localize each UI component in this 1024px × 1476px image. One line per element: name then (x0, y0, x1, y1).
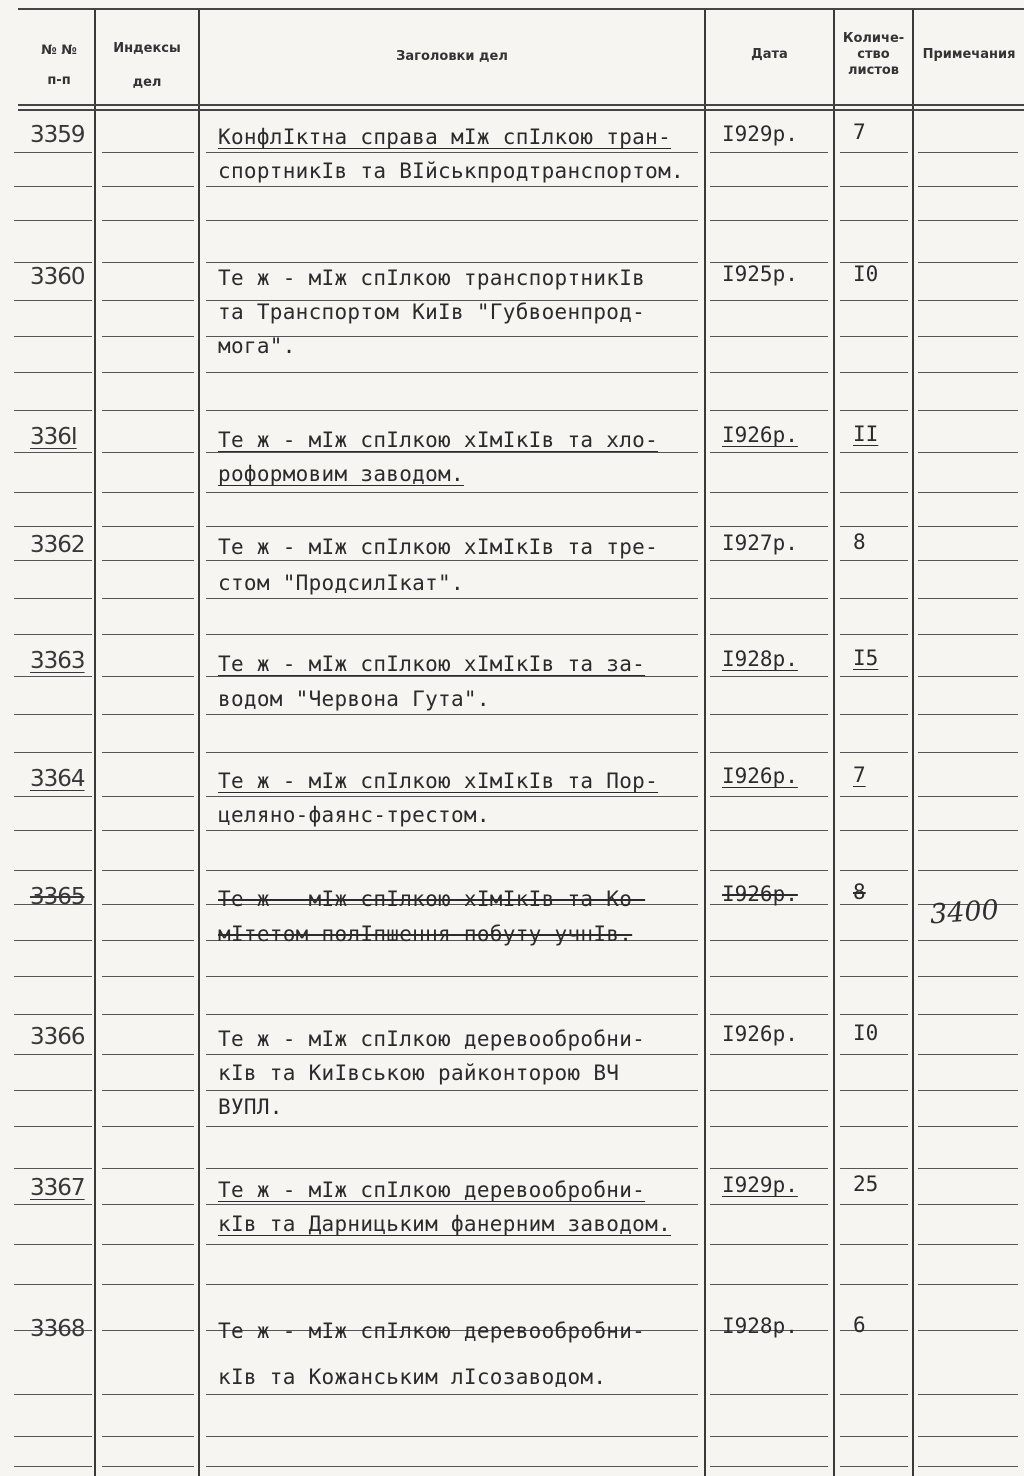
ruled-line (710, 336, 828, 337)
ruled-line (918, 1168, 1018, 1169)
ruled-line (102, 1014, 194, 1015)
ruled-line (102, 714, 194, 715)
record-sheet-count: 25 (853, 1172, 879, 1196)
ruled-line (102, 870, 194, 871)
record-title-line: кIв та КиIвською райконторою ВЧ (218, 1061, 620, 1085)
record-number: 3365 (30, 884, 85, 910)
ruled-line (840, 152, 908, 153)
header-date: Дата (751, 47, 788, 62)
ruled-line (102, 940, 194, 941)
ruled-line (14, 262, 92, 263)
record-sheet-count: I0 (853, 262, 879, 286)
ruled-line (840, 976, 908, 977)
ruled-line (206, 752, 698, 753)
ruled-line (102, 598, 194, 599)
ruled-line (840, 410, 908, 411)
ruled-line (840, 220, 908, 221)
ruled-line (840, 560, 908, 561)
record-title-line: Те ж - мIж спIлкою деревообробни- (218, 1027, 646, 1051)
ruled-line (206, 1466, 698, 1467)
ruled-line (102, 976, 194, 977)
ruled-line (14, 452, 92, 453)
ruled-line (710, 1168, 828, 1169)
ruled-line (918, 492, 1018, 493)
ruled-line (918, 410, 1018, 411)
ruled-line (918, 262, 1018, 263)
record-date: I927р. (722, 531, 798, 555)
ruled-line (840, 1204, 908, 1205)
ruled-line (14, 1436, 92, 1437)
record-number: 3362 (30, 532, 85, 558)
ruled-line (918, 560, 1018, 561)
ruled-line (206, 1014, 698, 1015)
ruled-line (102, 830, 194, 831)
ruled-line (710, 634, 828, 635)
ruled-line (710, 598, 828, 599)
ruled-line (14, 976, 92, 977)
ruled-line (918, 714, 1018, 715)
record-title-line: водом "Червона Гута". (218, 687, 490, 711)
ruled-line (840, 940, 908, 941)
column-rule-date (833, 8, 835, 1476)
ruled-line (918, 152, 1018, 153)
ruled-line (840, 1466, 908, 1467)
ruled-line (14, 1244, 92, 1245)
ruled-line (102, 796, 194, 797)
ruled-line (14, 940, 92, 941)
ruled-line (918, 1054, 1018, 1055)
ruled-line (14, 152, 92, 153)
ruled-line (14, 714, 92, 715)
column-rule-title (704, 8, 706, 1476)
ruled-line (918, 1394, 1018, 1395)
ruled-line (206, 1284, 698, 1285)
ruled-line (14, 410, 92, 411)
record-title-line: Те ж - мIж спIлкою хIмIкIв та Ко- (218, 887, 646, 911)
ruled-line (710, 220, 828, 221)
ruled-line (14, 676, 92, 677)
ruled-line (918, 300, 1018, 301)
ruled-line (710, 300, 828, 301)
ruled-line (102, 526, 194, 527)
ruled-line (206, 372, 698, 373)
ruled-line (102, 1054, 194, 1055)
ruled-line (14, 560, 92, 561)
record-title-line: кIв та Дарницьким фанерним заводом. (218, 1212, 672, 1236)
ruled-line (840, 526, 908, 527)
ruled-line (206, 410, 698, 411)
record-title-line: мога". (218, 334, 296, 358)
ruled-line (918, 830, 1018, 831)
ruled-line (840, 870, 908, 871)
ruled-line (206, 220, 698, 221)
ruled-line (102, 752, 194, 753)
ruled-line (14, 1090, 92, 1091)
ruled-line (102, 1126, 194, 1127)
header-title: Заголовки дел (396, 49, 508, 64)
ruled-line (918, 870, 1018, 871)
ruled-line (206, 1244, 698, 1245)
ruled-line (102, 186, 194, 187)
record-number: 3363 (30, 648, 85, 674)
ruled-line (14, 1126, 92, 1127)
record-date: I929р. (722, 1173, 798, 1197)
record-number: 336I (30, 424, 77, 450)
record-sheet-count: II (853, 422, 879, 446)
ruled-line (840, 634, 908, 635)
ruled-line (918, 1090, 1018, 1091)
ruled-line (840, 796, 908, 797)
ruled-line (918, 372, 1018, 373)
record-title-line: стом "ПродсилIкат". (218, 571, 464, 595)
ruled-line (840, 372, 908, 373)
ruled-line (840, 1244, 908, 1245)
ruled-line (840, 714, 908, 715)
record-date: I928р. (722, 1314, 798, 1338)
ruled-line (710, 410, 828, 411)
header-number: № № п-п (41, 43, 77, 88)
ruled-line (918, 796, 1018, 797)
ruled-line (206, 1126, 698, 1127)
record-title-line: мIтетом полIпшення побуту учнIв. (218, 922, 633, 946)
ruled-line (710, 1244, 828, 1245)
header-notes: Примечания (922, 47, 1016, 62)
ruled-line (710, 714, 828, 715)
ruled-line (206, 976, 698, 977)
ruled-line (710, 1436, 828, 1437)
ruled-line (710, 1204, 828, 1205)
record-title-line: Те ж - мIж спIлкою хIмIкIв та тре- (218, 535, 659, 559)
ruled-line (710, 372, 828, 373)
record-date: I925р. (722, 262, 798, 286)
record-date: I926р. (722, 1022, 798, 1046)
ruled-line (14, 1204, 92, 1205)
ruled-line (840, 676, 908, 677)
ruled-line (102, 1090, 194, 1091)
ruled-line (710, 940, 828, 941)
ruled-line (102, 300, 194, 301)
ruled-line (710, 186, 828, 187)
ruled-line (206, 870, 698, 871)
record-date: I926р. (722, 423, 798, 447)
record-date: I928р. (722, 647, 798, 671)
ruled-line (710, 796, 828, 797)
record-title-line: Те ж - мIж спIлкою деревообробни- (218, 1178, 646, 1202)
ruled-line (102, 634, 194, 635)
record-title-line: Те ж - мIж спIлкою хIмIкIв та Пор- (218, 769, 659, 793)
ruled-line (710, 1090, 828, 1091)
ruled-line (710, 1014, 828, 1015)
ruled-line (14, 598, 92, 599)
ruled-line (710, 1054, 828, 1055)
record-number: 3366 (30, 1024, 85, 1050)
column-rule-number (94, 8, 96, 1476)
record-title-line: целяно-фаянс-трестом. (218, 803, 490, 827)
record-date: I926р. (722, 764, 798, 788)
ruled-line (918, 1436, 1018, 1437)
record-sheet-count: I0 (853, 1021, 879, 1045)
ruled-line (14, 492, 92, 493)
ruled-line (840, 1330, 908, 1331)
header-bottom-rule-double (18, 109, 1024, 111)
ruled-line (840, 904, 908, 905)
column-rule-index (198, 8, 200, 1476)
ruled-line (840, 452, 908, 453)
ruled-line (840, 300, 908, 301)
ruled-line (102, 410, 194, 411)
record-sheet-count: 8 (853, 880, 866, 904)
ruled-line (102, 452, 194, 453)
record-title-line: спортникIв та ВIйськпродтранспортом. (218, 159, 684, 183)
ruled-line (710, 452, 828, 453)
record-sheet-count: 6 (853, 1313, 866, 1337)
ruled-line (918, 1204, 1018, 1205)
record-title-line: Те ж - мIж спIлкою деревообробни- (218, 1319, 646, 1343)
ruled-line (710, 526, 828, 527)
header-index: Индексы дел (113, 41, 181, 90)
ruled-line (840, 1436, 908, 1437)
ruled-line (840, 336, 908, 337)
ruled-line (840, 1090, 908, 1091)
record-number: 3364 (30, 766, 85, 792)
ruled-line (710, 676, 828, 677)
ruled-line (14, 752, 92, 753)
ruled-line (14, 1284, 92, 1285)
ruled-line (710, 1466, 828, 1467)
ruled-line (840, 1168, 908, 1169)
ruled-line (14, 1054, 92, 1055)
ruled-line (206, 1436, 698, 1437)
record-sheet-count: I5 (853, 646, 879, 670)
ruled-line (102, 1244, 194, 1245)
ruled-line (206, 526, 698, 527)
ruled-line (918, 1284, 1018, 1285)
ruled-line (918, 1244, 1018, 1245)
ruled-line (918, 1466, 1018, 1467)
ruled-line (840, 1394, 908, 1395)
record-sheet-count: 7 (853, 763, 866, 787)
ruled-line (918, 1330, 1018, 1331)
ruled-line (918, 598, 1018, 599)
handwritten-note: 3400 (929, 894, 1000, 931)
ruled-line (918, 186, 1018, 187)
record-number: 3367 (30, 1175, 85, 1201)
ruled-line (102, 1330, 194, 1331)
ruled-line (840, 186, 908, 187)
ruled-line (710, 1284, 828, 1285)
column-rule-sheets (912, 8, 914, 1476)
ruled-line (102, 1466, 194, 1467)
ruled-line (14, 372, 92, 373)
ruled-line (14, 1168, 92, 1169)
ruled-line (710, 492, 828, 493)
record-title-line: та Транспортом КиIв "Губвоенпрод- (218, 300, 646, 324)
ruled-line (710, 152, 828, 153)
ruled-line (14, 634, 92, 635)
ruled-line (206, 1394, 698, 1395)
ruled-line (102, 904, 194, 905)
ruled-line (840, 1126, 908, 1127)
ruled-line (918, 676, 1018, 677)
record-number: 3359 (30, 122, 85, 148)
ruled-line (710, 560, 828, 561)
ruled-line (14, 186, 92, 187)
ruled-line (206, 634, 698, 635)
record-title-line: Те ж - мIж спIлкою хIмIкIв та за- (218, 652, 646, 676)
ruled-line (206, 492, 698, 493)
ruled-line (102, 262, 194, 263)
record-title-line: Те ж - мIж спIлкою хIмIкIв та хло- (218, 428, 659, 452)
ruled-line (710, 830, 828, 831)
ruled-line (918, 452, 1018, 453)
ruled-line (206, 1168, 698, 1169)
ruled-line (14, 1394, 92, 1395)
ruled-line (710, 1394, 828, 1395)
ruled-line (840, 598, 908, 599)
ruled-line (102, 152, 194, 153)
ruled-line (918, 526, 1018, 527)
ruled-line (918, 336, 1018, 337)
ruled-line (710, 976, 828, 977)
ruled-line (840, 1014, 908, 1015)
ruled-line (918, 976, 1018, 977)
record-date: I929р. (722, 122, 798, 146)
ruled-line (102, 372, 194, 373)
ruled-line (918, 752, 1018, 753)
ruled-line (14, 870, 92, 871)
ruled-line (102, 1168, 194, 1169)
ruled-line (14, 1014, 92, 1015)
ruled-line (840, 830, 908, 831)
ruled-line (14, 796, 92, 797)
record-number: 3368 (30, 1316, 85, 1342)
ruled-line (102, 1204, 194, 1205)
record-title-line: ВУПЛ. (218, 1095, 283, 1119)
ruled-line (102, 1394, 194, 1395)
ruled-line (14, 1466, 92, 1467)
ruled-line (840, 752, 908, 753)
ruled-line (710, 1126, 828, 1127)
ruled-line (102, 336, 194, 337)
ruled-line (14, 526, 92, 527)
header-top-rule (18, 8, 1024, 10)
ruled-line (840, 492, 908, 493)
ruled-line (918, 940, 1018, 941)
ruled-line (14, 830, 92, 831)
ruled-line (102, 560, 194, 561)
ruled-line (840, 1054, 908, 1055)
record-title-line: Те ж - мIж спIлкою транспортникIв (218, 266, 646, 290)
ruled-line (102, 492, 194, 493)
ruled-line (918, 1014, 1018, 1015)
ruled-line (102, 676, 194, 677)
record-number: 3360 (30, 264, 85, 290)
ruled-line (918, 634, 1018, 635)
ruled-line (14, 300, 92, 301)
ruled-line (710, 870, 828, 871)
record-title-line: КонфлIктна справа мIж спIлкою тран- (218, 125, 672, 149)
ruled-line (102, 1284, 194, 1285)
ruled-line (710, 752, 828, 753)
header-sheets: Количе- ство листов (842, 31, 905, 78)
header-bottom-rule (18, 104, 1024, 106)
record-title-line: роформовим заводом. (218, 462, 464, 486)
ruled-line (918, 1126, 1018, 1127)
record-title-line: кIв та Кожанським лIсозаводом. (218, 1365, 607, 1389)
ruled-line (14, 336, 92, 337)
record-sheet-count: 7 (853, 120, 866, 144)
ruled-line (918, 220, 1018, 221)
record-sheet-count: 8 (853, 530, 866, 554)
ruled-line (102, 1436, 194, 1437)
ruled-line (102, 220, 194, 221)
record-date: I926р. (722, 882, 798, 906)
ruled-line (14, 220, 92, 221)
ruled-line (840, 1284, 908, 1285)
